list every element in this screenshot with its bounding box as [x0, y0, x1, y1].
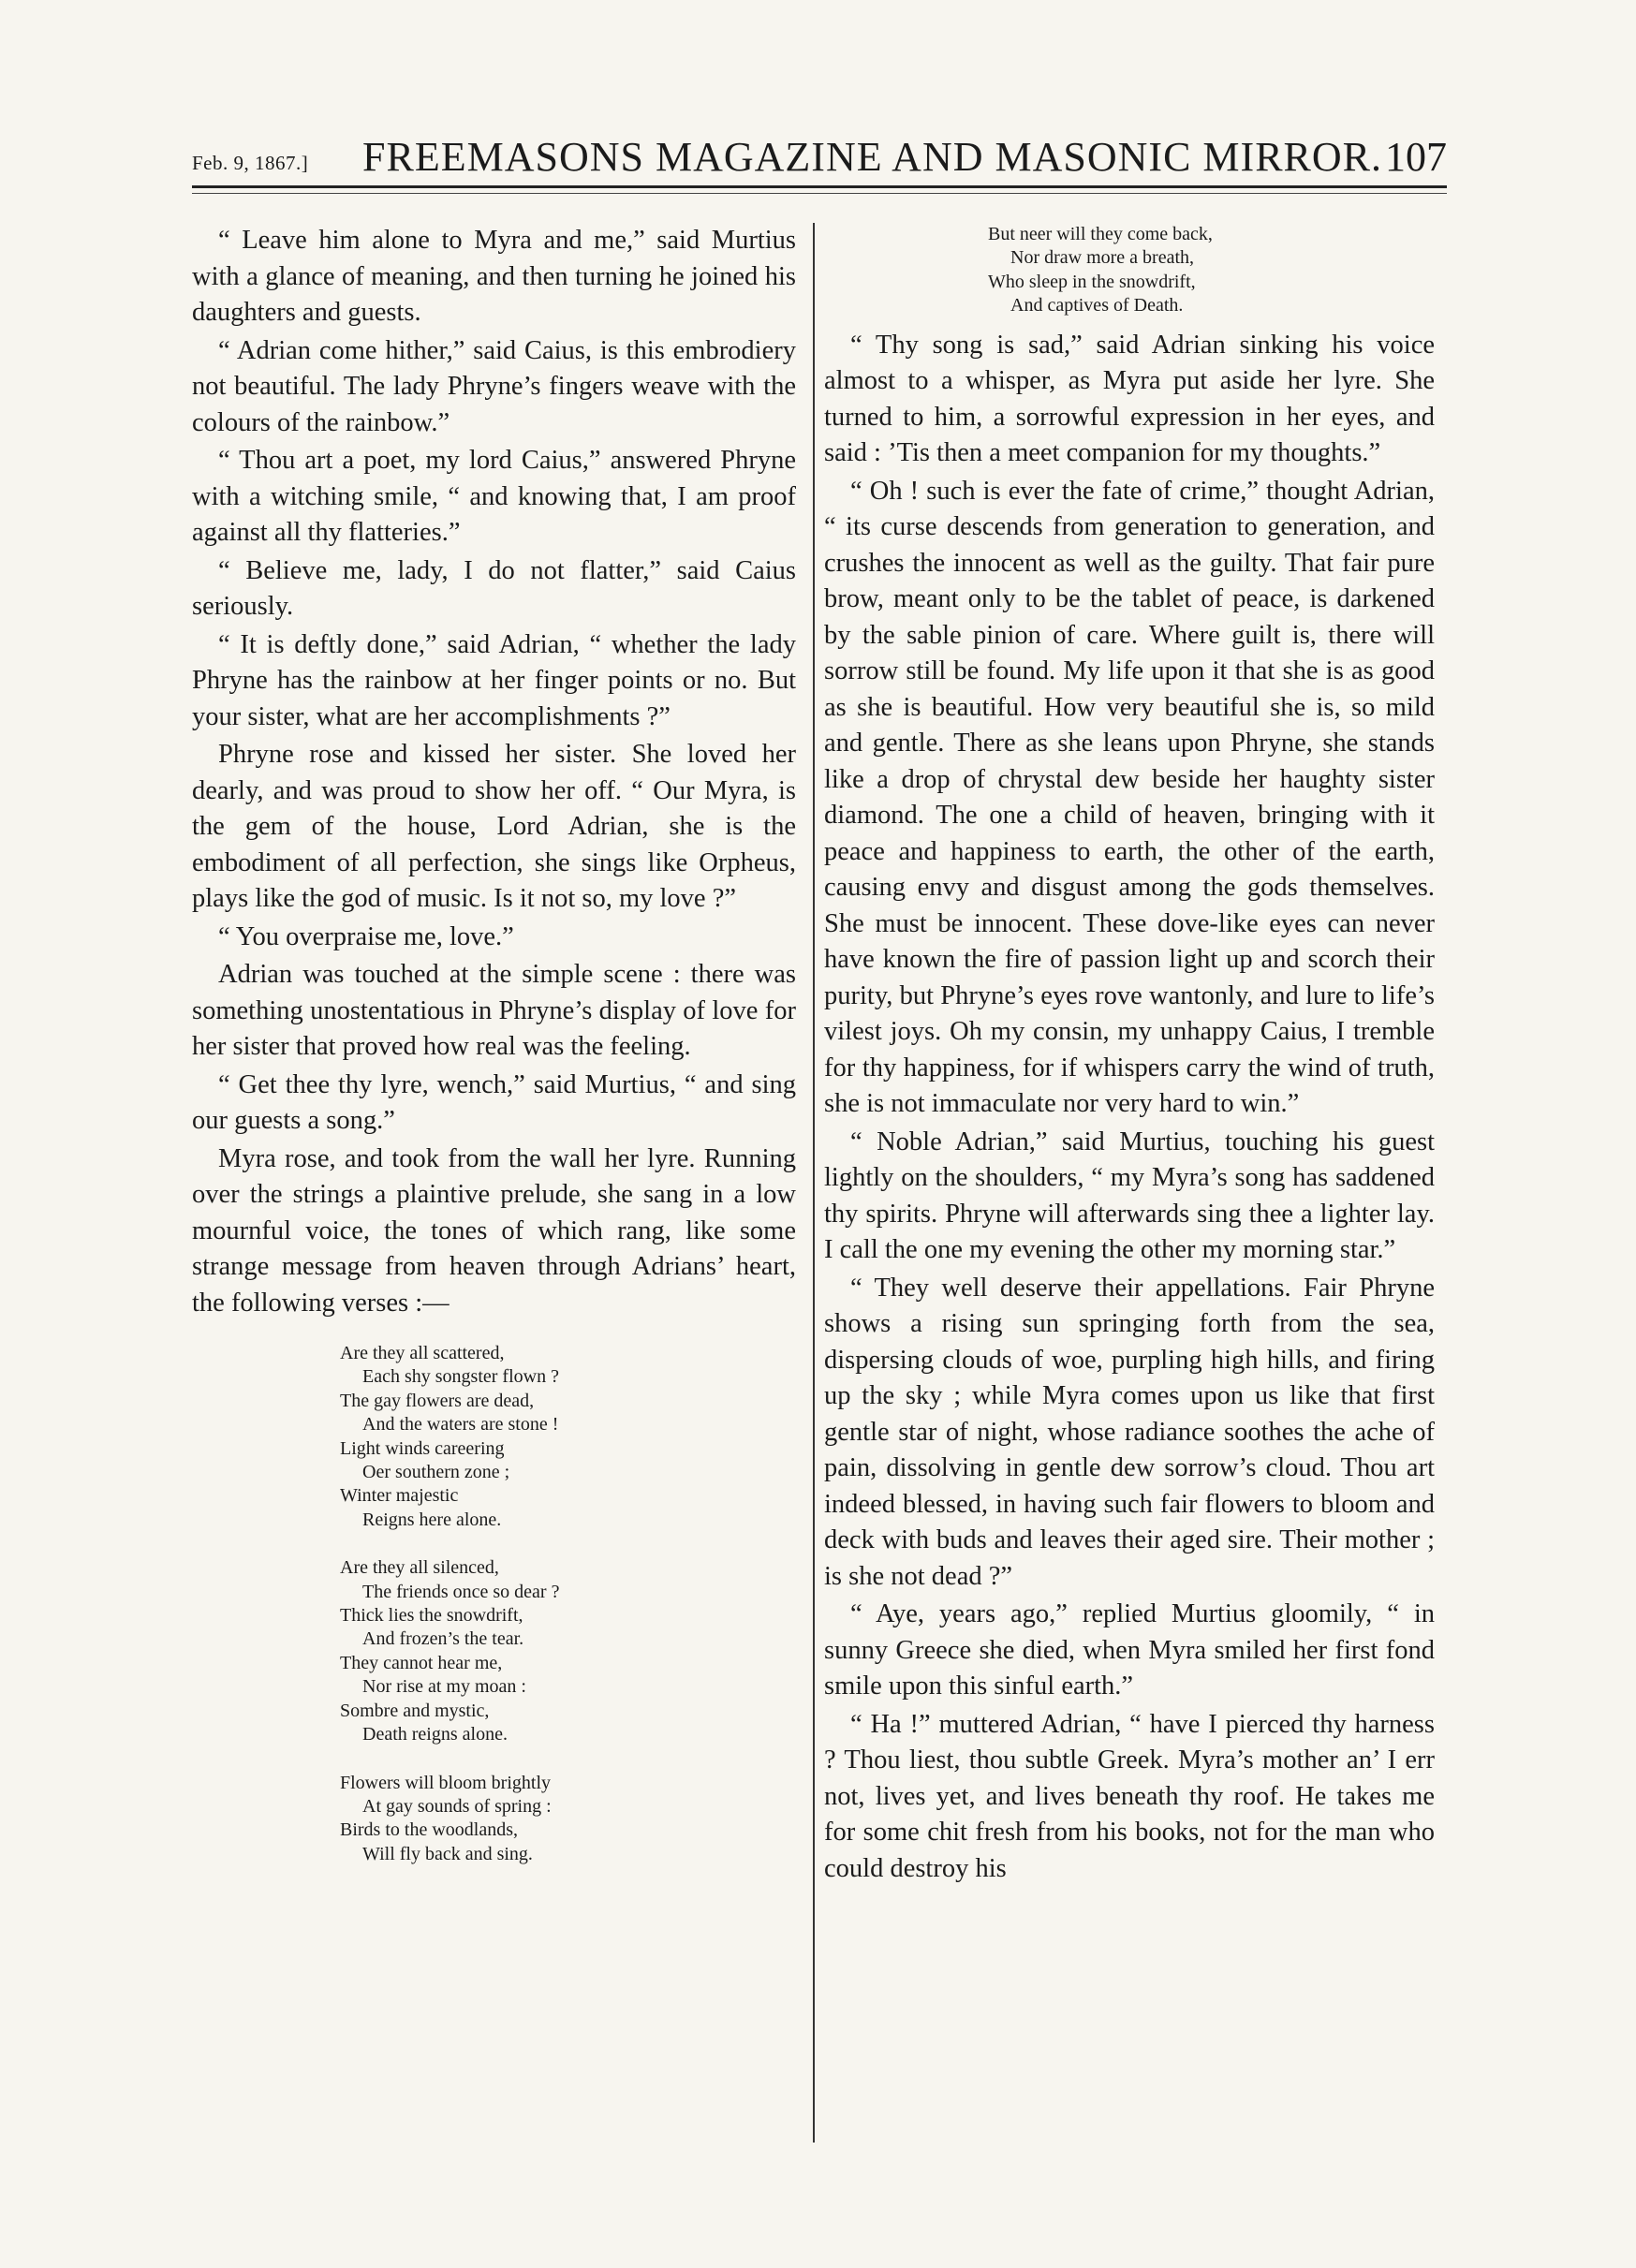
- poem-continuation: [988, 223, 1435, 318]
- poem: [340, 1342, 796, 1866]
- poem-line: They cannot hear me,: [340, 1652, 503, 1673]
- issue-date: Feb. 9, 1867.]: [192, 152, 309, 174]
- paragraph: “ They well deserve their appellations. Fair Phryne shows a rising sun springing forth from the sea, dispersing clouds of woe, purpling high hills, and firing up the sky ; while Myra comes upon us like that first gentle star of night, whose radiance soothes the ache of pain, dissolving in gentle dew sorrow’s cloud. Thou art indeed blessed, in having such fair flowers to bloom and deck with buds and leaves their aged sire. Their mother ; is she not dead ?”: [824, 1273, 1435, 1591]
- poem-line: Who sleep in the snowdrift,: [988, 271, 1196, 292]
- poem-stanza: [340, 1556, 796, 1746]
- paragraph: “ Aye, years ago,” replied Murtius gloomily, “ in sunny Greece she died, when Myra smiled her first fond smile upon this sinful earth.”: [824, 1599, 1435, 1701]
- poem-line: The friends once so dear ?: [362, 1581, 560, 1602]
- paragraph: “ Oh ! such is ever the fate of crime,” thought Adrian, “ its curse descends from generation to generation, and crushes the innocent as well as the guilty. That fair pure brow, meant only to be the tablet of peace, is darkened by the sable pinion of care. Where guilt is, there will sorrow still be found. My life upon it that she is as good as she is beautiful. How very beautiful she is, so mild and gentle. There as she leans upon Phryne, she stands like a drop of chrystal dew beside her haughty sister diamond. The one a child of heaven, bringing with it peace and happiness to earth, the other of the earth, causing envy and disgust among the gods themselves. She must be innocent. These dove-like eyes can never have known the fire of passion light up and scorch their purity, but Phryne’s eyes rove wantonly, and lure to life’s vilest joys. Oh my consin, my unhappy Caius, I tremble for thy happiness, for if whispers carry the wind of truth, she is not immaculate nor very hard to win.”: [824, 476, 1435, 1119]
- paragraph: “ Thou art a poet, my lord Caius,” answered Phryne with a witching smile, “ and knowing that, I am proof against all thy flatteries.”: [192, 446, 796, 547]
- paragraph: “ Believe me, lady, I do not flatter,” said Caius seriously.: [192, 555, 796, 621]
- poem-stanza: [340, 1342, 796, 1532]
- poem-line: The gay flowers are dead,: [340, 1390, 535, 1411]
- paragraph: “ Adrian come hither,” said Caius, is this embrodiery not beautiful. The lady Phryne’s fingers weave with the colours of the rainbow.”: [192, 335, 796, 437]
- left-column: [192, 223, 796, 1891]
- poem-line: Reigns here alone.: [362, 1509, 502, 1530]
- paragraph: Adrian was touched at the simple scene : there was something unostentatious in Phryne’s display of love for her sister that proved how real was the feeling.: [192, 960, 796, 1061]
- poem-line: Death reigns alone.: [362, 1724, 508, 1745]
- paragraph: Myra rose, and took from the wall her lyre. Running over the strings a plaintive prelude, she sang in a low mournful voice, the tones of which rang, like some strange message from heaven through Adrians’ heart, the following verses :—: [192, 1143, 796, 1318]
- right-column: [824, 223, 1435, 1889]
- poem-stanza: [340, 1772, 796, 1867]
- poem-line: Nor draw more a breath,: [1010, 247, 1195, 269]
- paragraph: “ Noble Adrian,” said Murtius, touching his guest lightly on the shoulders, “ my Myra’s song has saddened thy spirits. Phryne will afterwards sing thee a lighter lay. I call the one my evening the other my morning star.”: [824, 1127, 1435, 1265]
- poem-line: At gay sounds of spring :: [362, 1795, 552, 1817]
- poem-line: Winter majestic: [340, 1485, 459, 1507]
- header-rule: [192, 185, 1447, 188]
- poem-line: Flowers will bloom brightly: [340, 1772, 551, 1793]
- poem-line: Will fly back and sing.: [362, 1843, 533, 1864]
- column-divider: [813, 223, 815, 2143]
- paragraph: “ Leave him alone to Myra and me,” said Murtius with a glance of meaning, and then turning he joined his daughters and guests.: [192, 226, 796, 327]
- poem-line: Sombre and mystic,: [340, 1700, 490, 1721]
- poem-line: Are they all silenced,: [340, 1557, 499, 1579]
- poem-line: But neer will they come back,: [988, 224, 1213, 244]
- paragraph: “ Thy song is sad,” said Adrian sinking his voice almost to a whisper, as Myra put aside her lyre. She turned to him, a sorrowful expression in her eyes, and said : ’Tis then a meet companion for my thoughts.”: [824, 330, 1435, 468]
- poem-line: Oer southern zone ;: [362, 1462, 510, 1483]
- page-header: [192, 133, 1447, 180]
- paragraph: “ Get thee thy lyre, wench,” said Murtius, “ and sing our guests a song.”: [192, 1069, 796, 1135]
- paragraph: “ It is deftly done,” said Adrian, “ whether the lady Phryne has the rainbow at her finger points or no. But your sister, what are her accomplishments ?”: [192, 629, 796, 731]
- masthead-title: FREEMASONS MAGAZINE AND MASONIC MIRROR.: [362, 134, 1383, 180]
- poem-line: Are they all scattered,: [340, 1343, 505, 1363]
- paragraph: “ You overpraise me, love.”: [218, 921, 514, 951]
- poem-line: Light winds careering: [340, 1437, 505, 1459]
- page-number: 107: [1385, 134, 1447, 180]
- poem-line: And the waters are stone !: [362, 1414, 559, 1436]
- poem-line: And captives of Death.: [1010, 295, 1184, 317]
- poem-line: Nor rise at my moan :: [362, 1676, 526, 1698]
- poem-line: And frozen’s the tear.: [362, 1628, 524, 1650]
- header-rule-thin: [192, 193, 1447, 194]
- paragraph: “ Ha !” muttered Adrian, “ have I pierced thy harness ? Thou liest, thou subtle Greek. Myra’s mother an’ I err not, lives yet, and lives beneath thy roof. He takes me for some chit fresh from his books, not for the man who could destroy his: [824, 1709, 1435, 1883]
- poem-line: Each shy songster flown ?: [362, 1366, 559, 1388]
- poem-line: Birds to the woodlands,: [340, 1819, 518, 1841]
- paragraph: Phryne rose and kissed her sister. She loved her dearly, and was proud to show her off. “ Our Myra, is the gem of the house, Lord Adrian, she is the embodiment of all perfection, she sings like Orpheus, plays like the god of music. Is it not so, my love ?”: [192, 740, 796, 913]
- poem-line: Thick lies the snowdrift,: [340, 1605, 523, 1627]
